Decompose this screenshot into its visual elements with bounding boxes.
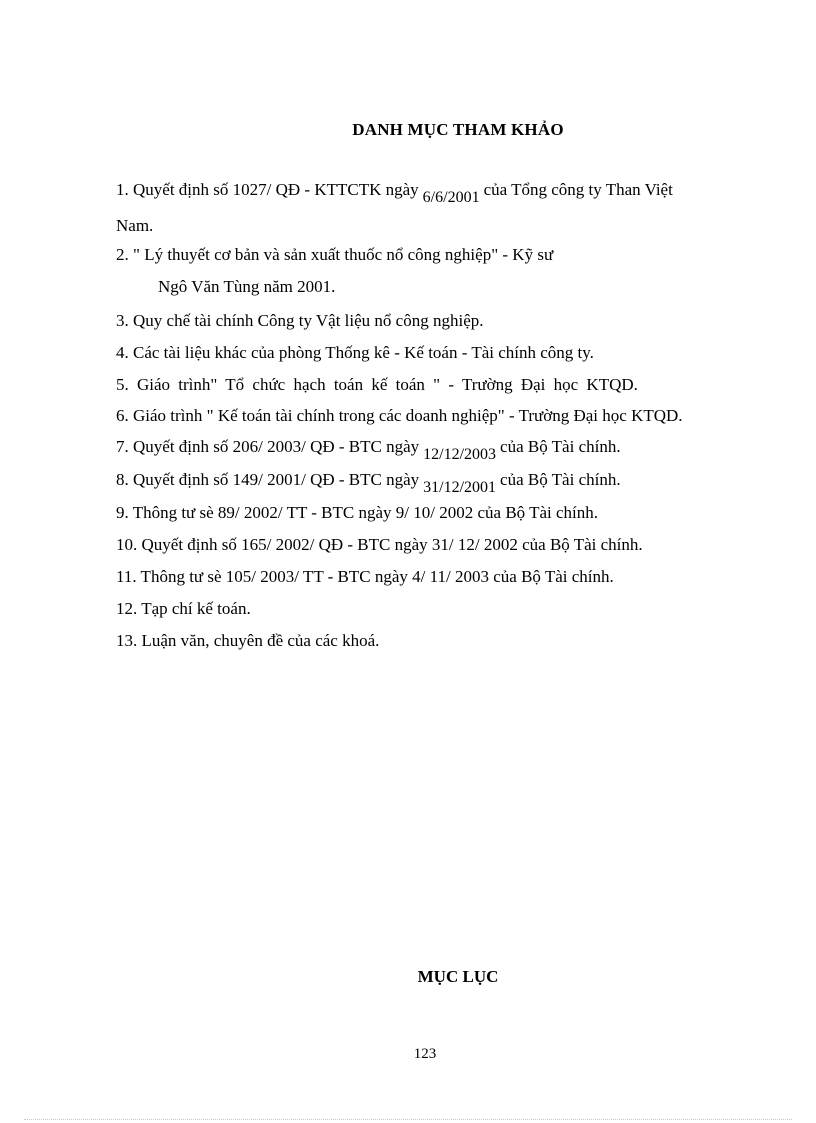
reference-2-continuation: Ngô Văn Tùng năm 2001. <box>158 277 336 296</box>
reference-9: 9. Thông tư sè 89/ 2002/ TT - BTC ngày 9/ 10/ 2002 của Bộ Tài chính. <box>116 503 599 522</box>
reference-1-text-end: của Tổng công ty Than Việt <box>483 180 673 199</box>
reference-2: 2. " Lý thuyết cơ bản và sản xuất thuốc nổ công nghiệp" - Kỹ sư <box>116 245 554 264</box>
reference-8-text: 8. Quyết định số 149/ 2001/ QĐ - BTC ngày <box>116 470 420 489</box>
reference-8-text-end: của Bộ Tài chính. <box>500 470 621 489</box>
reference-3: 3. Quy chế tài chính Công ty Vật liệu nổ công nghiệp. <box>116 311 484 330</box>
page-number: 123 <box>413 1046 437 1062</box>
page-bottom-border <box>24 1119 792 1120</box>
reference-1-text: 1. Quyết định số 1027/ QĐ - KTTCTK ngày <box>116 180 419 199</box>
page-title: DANH MỤC THAM KHẢO <box>352 120 564 139</box>
reference-7 <box>116 437 621 463</box>
reference-5: 5. Giáo trình" Tổ chức hạch toán kế toán " - Trường Đại học KTQD. <box>116 375 638 394</box>
reference-13: 13. Luận văn, chuyên đề của các khoá. <box>116 631 380 650</box>
reference-7-date: 12/12/2003 <box>423 446 497 463</box>
reference-10: 10. Quyết định số 165/ 2002/ QĐ - BTC ngày 31/ 12/ 2002 của Bộ Tài chính. <box>116 535 643 554</box>
reference-4: 4. Các tài liệu khác của phòng Thống kê - Kế toán - Tài chính công ty. <box>116 343 594 362</box>
reference-11: 11. Thông tư sè 105/ 2003/ TT - BTC ngày 4/ 11/ 2003 của Bộ Tài chính. <box>116 567 614 586</box>
reference-1-date: 6/6/2001 <box>422 189 480 206</box>
reference-8-date: 31/12/2001 <box>423 479 497 496</box>
reference-7-text-end: của Bộ Tài chính. <box>500 437 621 456</box>
toc-heading: MỤC LỤC <box>417 967 499 986</box>
reference-7-text: 7. Quyết định số 206/ 2003/ QĐ - BTC ngày <box>116 437 420 456</box>
reference-12: 12. Tạp chí kế toán. <box>116 599 251 618</box>
reference-8 <box>116 470 621 496</box>
reference-1 <box>116 180 673 206</box>
reference-1-continuation: Nam. <box>116 216 154 235</box>
reference-6: 6. Giáo trình " Kế toán tài chính trong các doanh nghiệp" - Trường Đại học KTQD. <box>116 406 683 425</box>
